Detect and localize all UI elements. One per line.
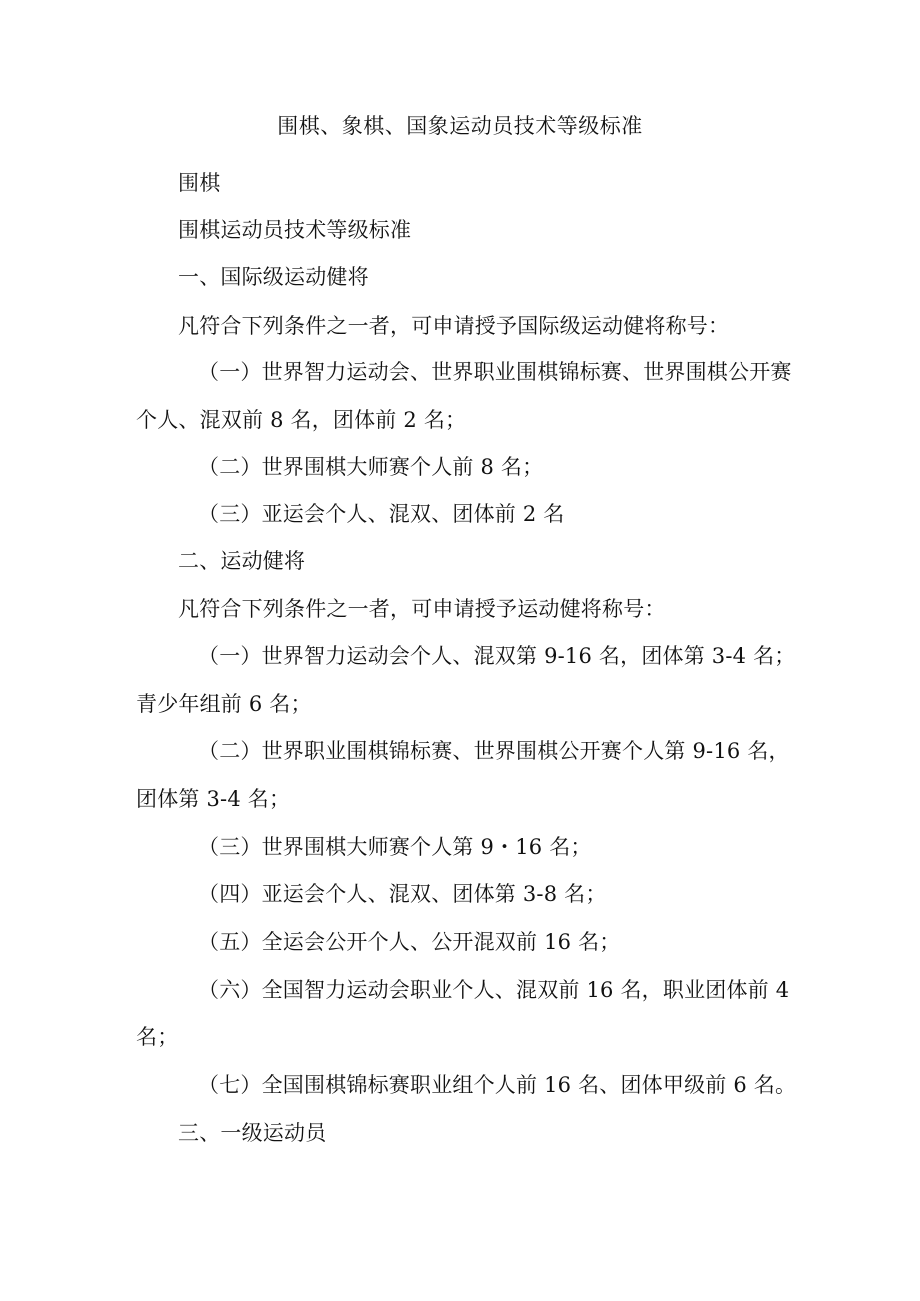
paragraph-line: （四）亚运会个人、混双、团体第 3-8 名； xyxy=(198,882,607,906)
paragraph-line: 名； xyxy=(136,1025,179,1049)
paragraph-line: 青少年组前 6 名； xyxy=(136,692,312,716)
paragraph-line: 团体第 3-4 名； xyxy=(136,787,291,811)
document-title: 围棋、象棋、国象运动员技术等级标准 xyxy=(277,114,643,138)
paragraph-line: （一）世界智力运动会个人、混双第 9-16 名，团体第 3-4 名； xyxy=(198,644,796,668)
level-heading-international-master: 一、国际级运动健将 xyxy=(178,265,369,289)
paragraph-line: （二）世界围棋大师赛个人前 8 名； xyxy=(198,455,544,479)
level-heading-master: 二、运动健将 xyxy=(178,549,306,573)
paragraph-line: （五）全运会公开个人、公开混双前 16 名； xyxy=(198,930,621,954)
paragraph-line: 凡符合下列条件之一者，可申请授予运动健将称号： xyxy=(178,597,666,621)
paragraph-line: （三）亚运会个人、混双、团体前 2 名 xyxy=(198,502,565,526)
paragraph-line: （二）世界职业围棋锦标赛、世界围棋公开赛个人第 9-16 名， xyxy=(198,739,790,763)
paragraph-line: （三）世界围棋大师赛个人第 9・16 名； xyxy=(198,835,592,859)
paragraph-line: 个人、混双前 8 名，团体前 2 名； xyxy=(136,408,467,432)
paragraph-line: 凡符合下列条件之一者，可申请授予国际级运动健将称号： xyxy=(178,314,730,338)
subheading-standard: 围棋运动员技术等级标准 xyxy=(178,218,412,242)
paragraph-line: （七）全国围棋锦标赛职业组个人前 16 名、团体甲级前 6 名。 xyxy=(198,1073,797,1097)
paragraph-line: （一）世界智力运动会、世界职业围棋锦标赛、世界围棋公开赛 xyxy=(198,360,792,384)
level-heading-first-class: 三、一级运动员 xyxy=(178,1121,327,1145)
section-heading-weiqi: 围棋 xyxy=(178,171,221,195)
paragraph-line: （六）全国智力运动会职业个人、混双前 16 名，职业团体前 4 xyxy=(198,978,790,1002)
